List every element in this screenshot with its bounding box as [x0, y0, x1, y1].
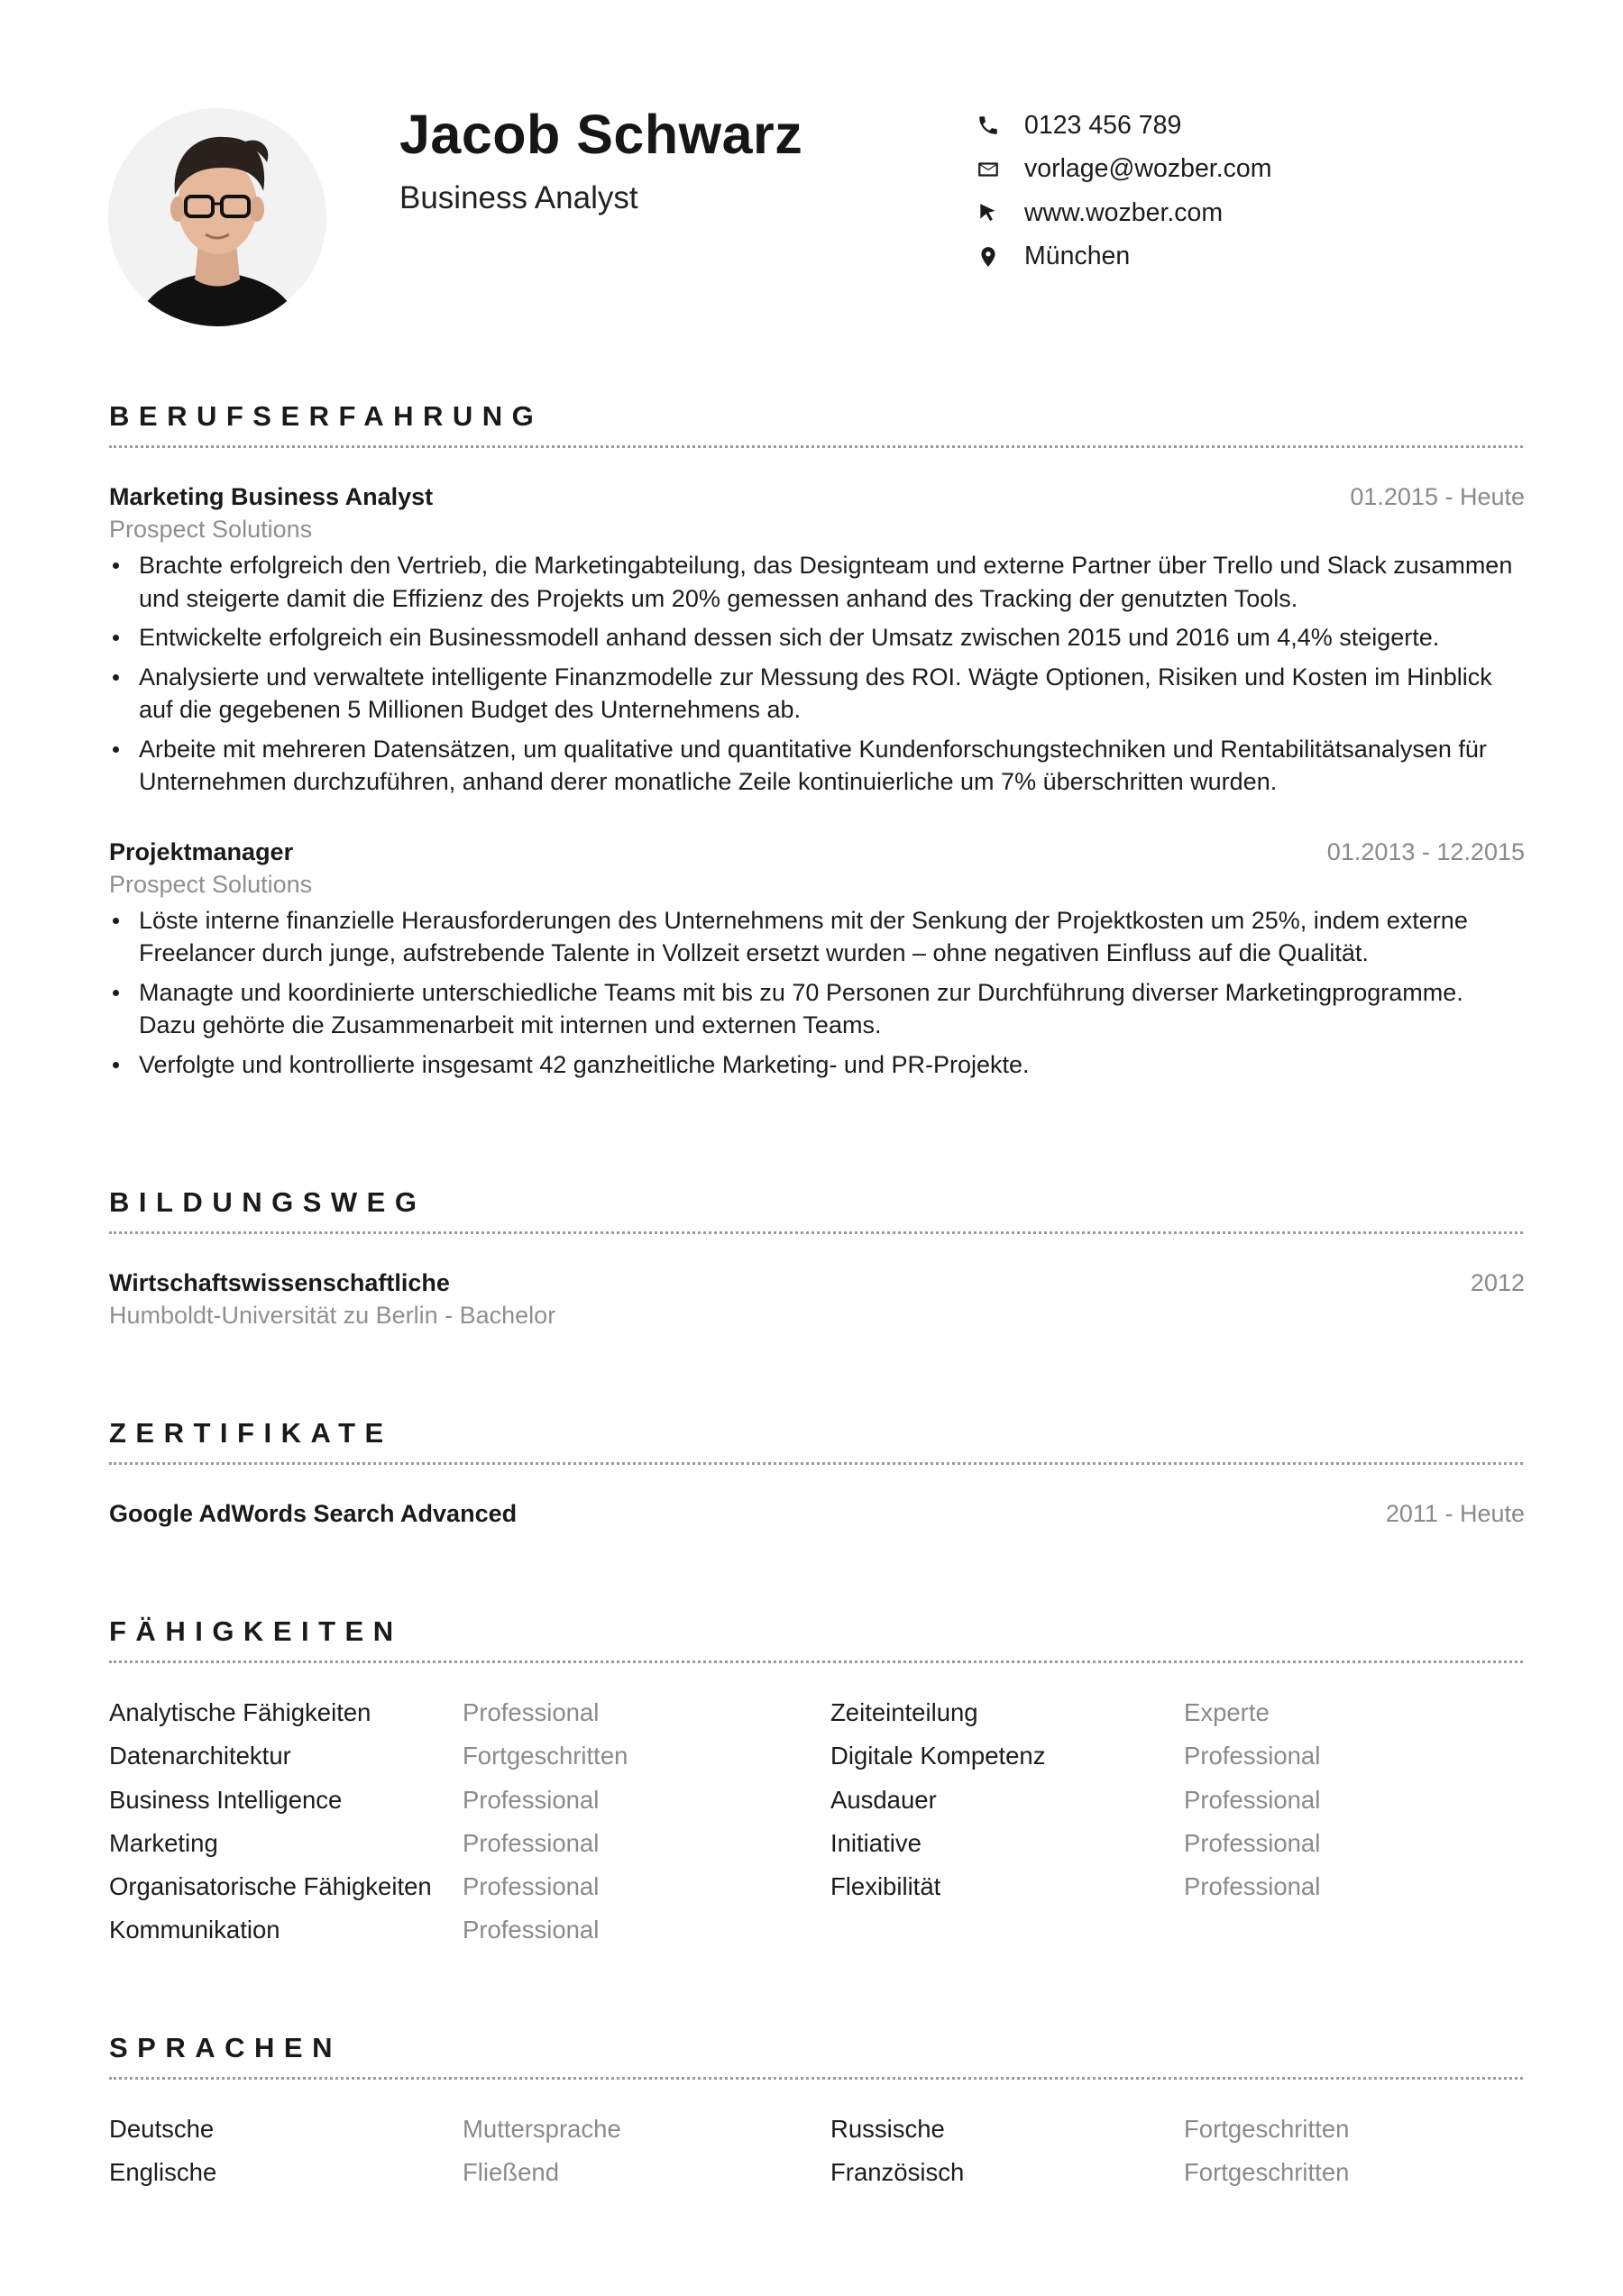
section-title: BERUFSERFAHRUNG — [109, 400, 544, 432]
entry-degree: Wirtschaftswissenschaftliche — [109, 1269, 450, 1296]
list-item: Entwickelte erfolgreich ein Businessmodell anhand dessen sich der Umsatz zwischen 2015 und 2016 um 4,4% steigerte. — [139, 621, 1523, 654]
section-divider — [109, 445, 1523, 448]
skill-name: Analytische Fähigkeiten — [109, 1698, 371, 1726]
skill-row — [109, 1914, 1523, 1957]
contact-website-text: www.wozber.com — [1024, 197, 1224, 227]
contact-phone — [976, 104, 1271, 148]
entry-bullets — [109, 549, 1523, 799]
certificates-section — [109, 1413, 1523, 1530]
section-title: SPRACHEN — [109, 2032, 342, 2063]
list-item: Managte und koordinierte unterschiedliche Teams mit bis zu 70 Personen zur Durchführung diverser Marketingprogramme. Dazu gehörte die Zusammenarbeit mit internen und externen Teams. — [139, 976, 1523, 1042]
skill-level: Professional — [1184, 1828, 1321, 1857]
entry-bullets — [109, 904, 1523, 1082]
entry-company: Prospect Solutions — [109, 870, 313, 898]
entry-date: 01.2015 - Heute — [1350, 483, 1525, 510]
skill-name: Flexibilität — [830, 1872, 941, 1901]
skill-row — [109, 1784, 1523, 1827]
skill-row — [109, 1697, 1523, 1740]
language-name: Russische — [830, 2115, 945, 2143]
section-divider — [109, 1231, 1523, 1234]
language-name: Französisch — [830, 2158, 965, 2187]
languages-section — [109, 2028, 1523, 2200]
languages-grid — [109, 2113, 1523, 2200]
skill-level: Professional — [463, 1698, 600, 1726]
entry-date: 2011 - Heute — [1385, 1500, 1525, 1527]
skill-name: Business Intelligence — [109, 1785, 343, 1814]
skill-row — [109, 1740, 1523, 1783]
list-item: Löste interne finanzielle Herausforderungen des Unternehmens mit der Senkung der Projektkosten um 25%, indem externe Freelancer durch junge, aufstrebende Talente in Vollzeit ersetzt wurden – ohne negativen Einfluss auf die Qualität. — [139, 904, 1523, 970]
language-name: Deutsche — [109, 2115, 215, 2143]
contact-phone-text: 0123 456 789 — [1024, 110, 1182, 140]
language-level: Fortgeschritten — [1184, 2115, 1350, 2143]
section-divider — [109, 1660, 1523, 1663]
certificate-entry — [109, 1497, 1523, 1530]
location-pin-icon — [976, 244, 1001, 270]
language-name: Englische — [109, 2158, 217, 2187]
skill-level: Fortgeschritten — [463, 1742, 628, 1770]
list-item: Brachte erfolgreich den Vertrieb, die Marketingabteilung, das Designteam und externe Partner über Trello und Slack zusammen und steigerte damit die Effizienz des Projekts um 20% gemessen anhand des Tracking der genutzten Tools. — [139, 549, 1523, 615]
entry-school: Humboldt-Universität zu Berlin - Bachelor — [109, 1302, 556, 1329]
contact-location-text: München — [1024, 242, 1131, 271]
contact-email-text: vorlage@wozber.com — [1024, 154, 1272, 184]
job-title: Business Analyst — [399, 180, 638, 215]
section-title: FÄHIGKEITEN — [109, 1615, 403, 1647]
list-item: Analysierte und verwaltete intelligente Finanzmodelle zur Messung des ROI. Wägte Optionen, Risiken und Kosten im Hinblick auf die gegebenen 5 Millionen Budget des Unternehmens ab. — [139, 661, 1523, 727]
section-title: BILDUNGSWEG — [109, 1186, 426, 1218]
entry-date: 2012 — [1470, 1269, 1525, 1296]
skill-level: Professional — [463, 1916, 600, 1944]
skill-level: Professional — [1184, 1742, 1321, 1770]
skill-level: Professional — [1184, 1785, 1321, 1814]
contact-location — [976, 235, 1271, 279]
experience-entry — [109, 480, 1523, 799]
skill-name: Kommunikation — [109, 1916, 280, 1944]
skill-name: Initiative — [830, 1828, 922, 1857]
contact-website — [976, 191, 1271, 235]
certificate-name: Google AdWords Search Advanced — [109, 1500, 518, 1527]
language-level: Fortgeschritten — [1184, 2158, 1350, 2187]
skill-row — [109, 1827, 1523, 1871]
skill-level: Professional — [463, 1872, 600, 1901]
experience-section — [109, 397, 1523, 1087]
profile-photo — [108, 108, 326, 326]
phone-icon — [976, 113, 1001, 138]
entry-date: 01.2013 - 12.2015 — [1326, 837, 1525, 865]
contact-email — [976, 148, 1271, 192]
skill-level: Professional — [463, 1785, 600, 1814]
language-row — [109, 2156, 1523, 2200]
skill-name: Organisatorische Fähigkeiten — [109, 1872, 432, 1901]
skill-level: Experte — [1184, 1698, 1270, 1726]
skill-name: Marketing — [109, 1828, 218, 1857]
skill-level: Professional — [1184, 1872, 1321, 1901]
section-divider — [109, 1462, 1523, 1465]
skills-grid — [109, 1697, 1523, 1958]
skill-name: Zeiteinteilung — [830, 1698, 978, 1726]
contact-list — [976, 104, 1271, 279]
list-item: Arbeite mit mehreren Datensätzen, um qualitative und quantitative Kundenforschungstechniken und Rentabilitätsanalysen für Unternehmen durchzuführen, anhand derer monatliche Zeile kontinuierliche um 7% überschritten wurden. — [139, 733, 1523, 799]
entry-company: Prospect Solutions — [109, 516, 313, 543]
mail-icon — [976, 157, 1001, 182]
skill-name: Ausdauer — [830, 1785, 937, 1814]
entry-role: Marketing Business Analyst — [109, 483, 434, 510]
skill-name: Datenarchitektur — [109, 1742, 291, 1770]
list-item: Verfolgte und kontrollierte insgesamt 42 ganzheitliche Marketing- und PR-Projekte. — [139, 1048, 1523, 1082]
entry-role: Projektmanager — [109, 837, 294, 865]
profile-photo-illustration — [108, 108, 326, 326]
language-row — [109, 2113, 1523, 2156]
education-section — [109, 1183, 1523, 1331]
language-level: Fließend — [463, 2158, 559, 2187]
skills-section — [109, 1612, 1523, 1958]
section-divider — [109, 2077, 1523, 2080]
skill-row — [109, 1871, 1523, 1914]
cursor-icon — [976, 200, 1001, 225]
skill-name: Digitale Kompetenz — [830, 1742, 1046, 1770]
skill-level: Professional — [463, 1828, 600, 1857]
education-entry — [109, 1267, 1523, 1331]
section-title: ZERTIFIKATE — [109, 1417, 393, 1449]
language-level: Muttersprache — [463, 2115, 621, 2143]
experience-entry — [109, 836, 1523, 1082]
candidate-name: Jacob Schwarz — [399, 104, 803, 165]
